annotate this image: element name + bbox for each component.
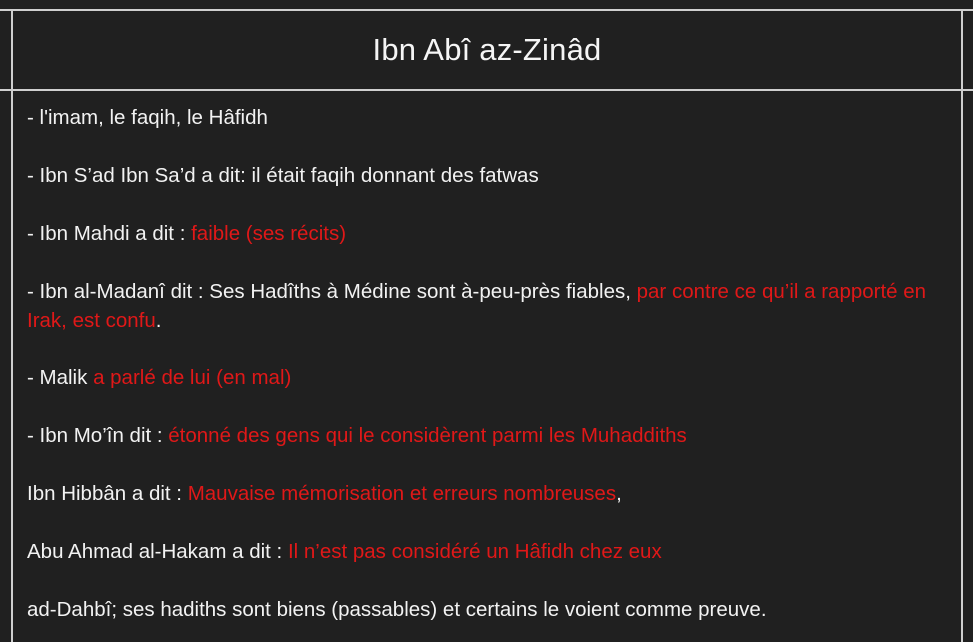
entry-red-text: Mauvaise mémorisation et erreurs nombreuses [187,482,617,505]
entry-text: - l'imam, le faqih, le Hâfidh [27,106,268,129]
entry-tail-text: . [155,309,162,332]
entry-text: ad-Dahbî; ses hadiths sont biens (passables) et certains le voient comme preuve. [27,598,767,621]
entry-text: - Ibn Mo’în dit : [27,424,169,447]
entry-text: - Ibn al-Madanî dit : Ses Hadîths à Médine sont à-peu-près fiables, [27,280,637,303]
entry-red-text: étonné des gens qui le considèrent parmi les Muhaddiths [168,424,687,447]
table-left-border [11,9,13,642]
entry-tail-text: , [616,482,622,505]
entry-ibn-sad [27,161,952,190]
entry-red-text: Il n’est pas considéré un Hâfidh chez eux [287,540,662,563]
table-right-border [961,9,963,642]
entry-ad-dahbi [27,595,952,624]
table-header-divider [0,89,973,91]
entry-malik [27,363,952,392]
entry-ibn-al-madani [27,277,952,335]
slide-title: Ibn Abî az-Zinâd [372,32,602,67]
entry-ibn-moin [27,421,952,450]
entry-red-text: a parlé de lui (en mal) [93,366,292,389]
entry-red-text: par contre ce qu’il a rapporté en Irak, est confu [27,280,927,332]
entry-text: Abu Ahmad al-Hakam a dit : [27,540,288,563]
entry-text: - Malik [27,366,94,389]
entry-text: Ibn Hibbân a dit : [27,482,188,505]
entry-imam [27,103,952,132]
entry-ibn-mahdi [27,219,952,248]
entry-abu-ahmad [27,537,952,566]
entry-text: - Ibn S’ad Ibn Sa’d a dit: il était faqih donnant des fatwas [27,164,539,187]
entry-ibn-hibban [27,479,952,508]
entry-text: - Ibn Mahdi a dit : [27,222,192,245]
entry-red-text: faible (ses récits) [191,222,347,245]
